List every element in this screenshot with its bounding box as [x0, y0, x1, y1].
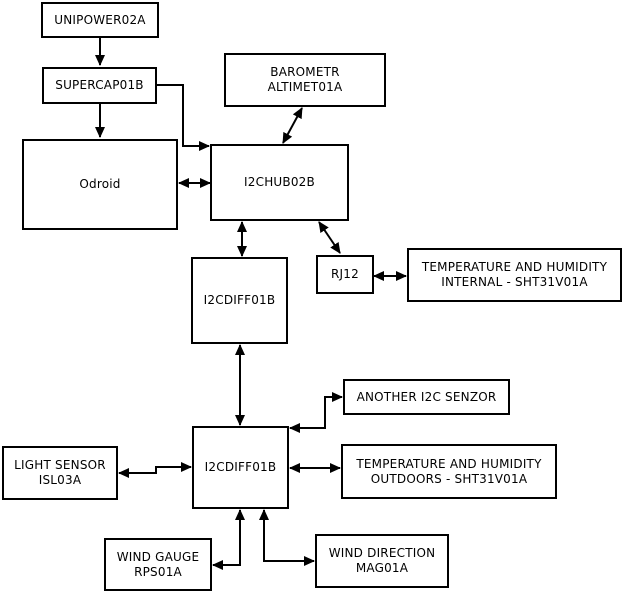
node-i2cdiff01b-upper-label: I2CDIFF01B [203, 293, 276, 307]
node-temp-humidity-internal [407, 248, 622, 302]
node-i2chub02b [210, 144, 349, 221]
node-i2cdiff01b-lower-label: I2CDIFF01B [204, 460, 277, 474]
node-temp-humidity-outdoors [341, 444, 557, 499]
node-another-i2c-senzor-label: ANOTHER I2C SENZOR [356, 389, 497, 404]
node-wind-direction-line2: MAG01A [355, 561, 409, 575]
node-unipower02a [41, 2, 159, 38]
edge-lightsensor-i2cdifflower [119, 467, 191, 473]
node-light-sensor-line2: ISL03A [38, 473, 82, 487]
node-supercap01b-label: SUPERCAP01B [55, 78, 144, 92]
node-wind-direction-mag01a [315, 534, 449, 588]
node-barometr-line2: ALTIMET01A [267, 80, 343, 94]
node-temp-internal-line1: TEMPERATURE AND HUMIDITY [421, 260, 608, 274]
node-i2chub02b-label: I2CHUB02B [244, 175, 315, 189]
node-temp-internal-line2: INTERNAL - SHT31V01A [441, 275, 588, 289]
edge-supercap-i2chub [157, 85, 209, 146]
node-wind-direction-line1: WIND DIRECTION [328, 546, 436, 560]
edge-barometr-i2chub [283, 108, 302, 143]
node-temp-outdoors-line1: TEMPERATURE AND HUMIDITY [356, 456, 542, 471]
node-supercap01b [42, 67, 157, 104]
node-another-i2c-senzor [343, 379, 510, 415]
node-odroid-label: Odroid [79, 177, 121, 191]
node-barometr-altimet01a [224, 53, 386, 107]
node-wind-gauge-line2: RPS01A [134, 564, 182, 579]
node-rj12 [316, 255, 374, 294]
edge-i2cdifflower-winddirection [264, 510, 314, 561]
edge-i2chub-rj12 [319, 222, 340, 253]
edge-i2cdifflower-anothersensor [290, 397, 342, 428]
edge-i2cdifflower-windgauge [213, 510, 240, 565]
node-odroid [22, 139, 178, 230]
node-i2cdiff01b-lower [192, 426, 289, 509]
node-i2cdiff01b-upper [191, 257, 288, 344]
node-rj12-label: RJ12 [331, 267, 359, 281]
node-light-sensor-line1: LIGHT SENSOR [14, 458, 106, 472]
node-barometr-line1: BAROMETR [270, 65, 340, 79]
node-light-sensor-isl03a [2, 446, 118, 500]
node-wind-gauge-line1: WIND GAUGE [116, 549, 200, 564]
node-wind-gauge-rps01a [104, 538, 212, 591]
node-unipower02a-label: UNIPOWER02A [54, 12, 146, 27]
node-temp-outdoors-line2: OUTDOORS - SHT31V01A [370, 471, 528, 486]
